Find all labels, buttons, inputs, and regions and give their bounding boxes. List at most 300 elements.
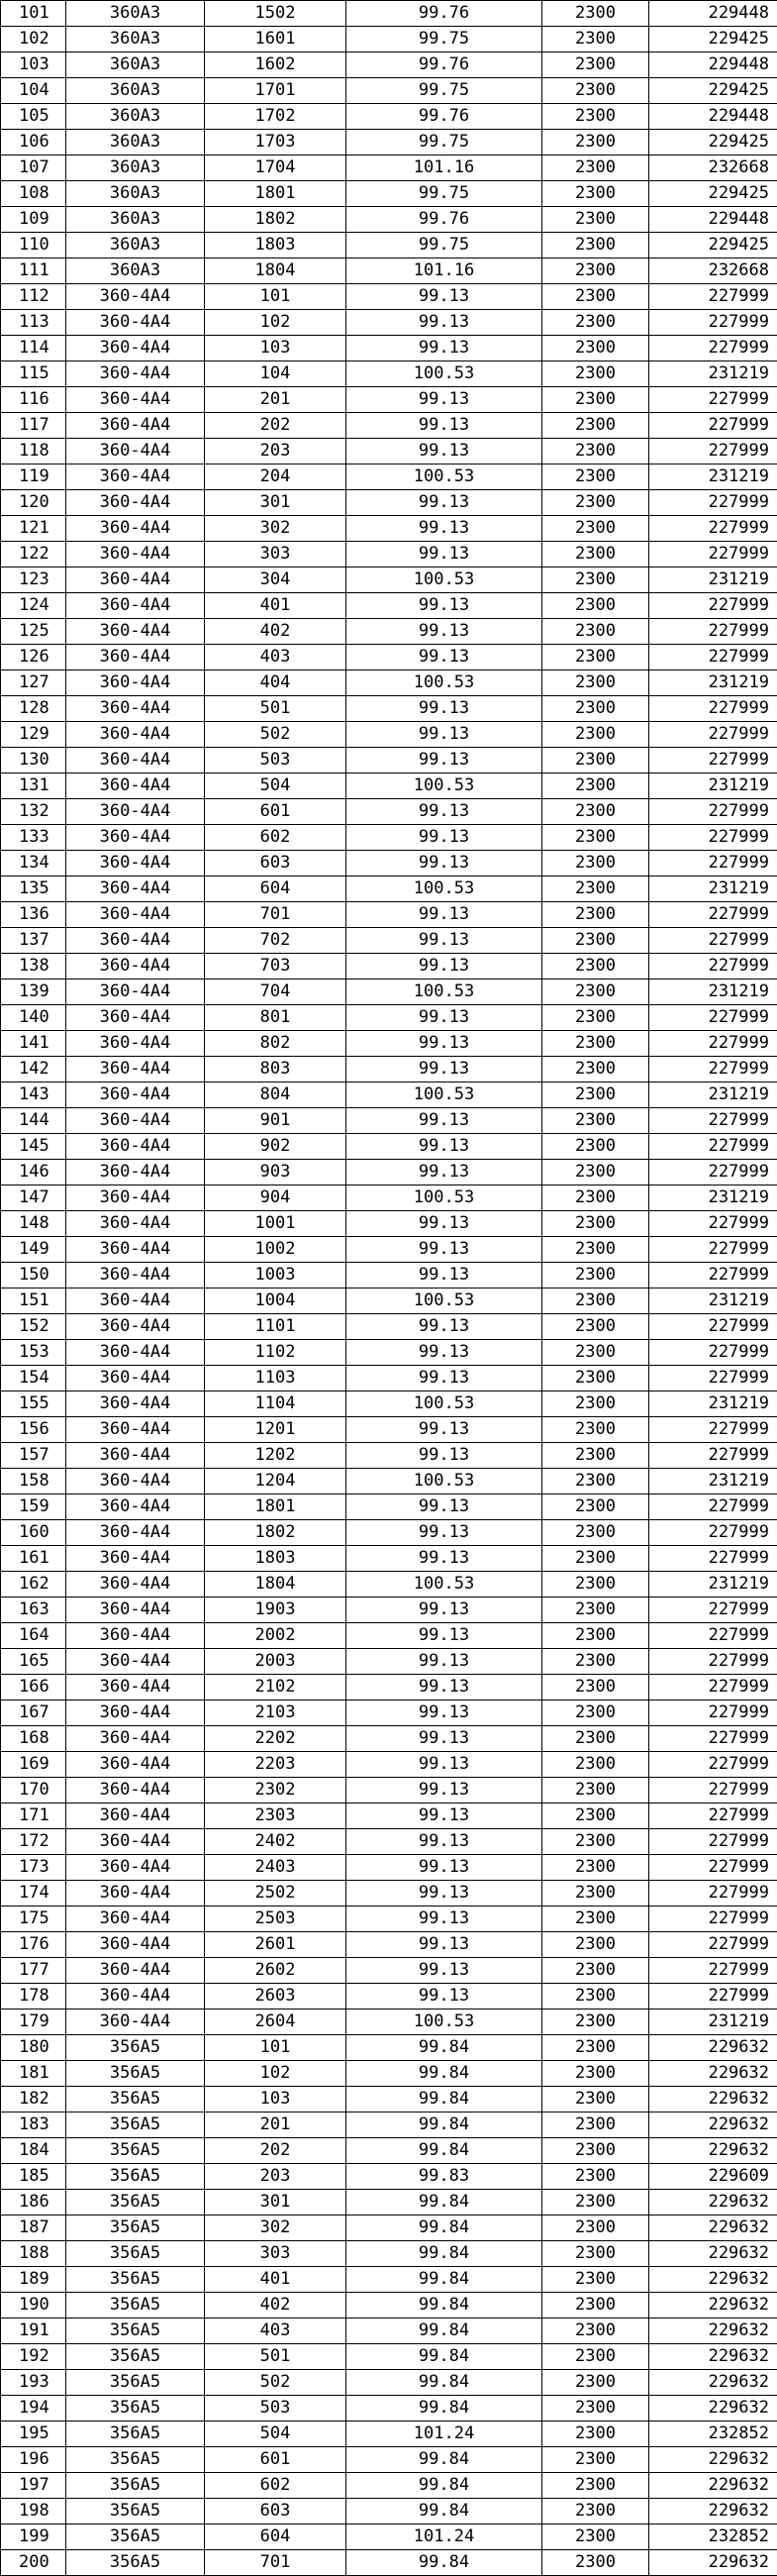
area-cell: 99.13 <box>346 1855 542 1881</box>
row-number-cell: 118 <box>1 439 66 464</box>
total-cell: 229425 <box>649 181 777 207</box>
table-row <box>1 284 777 310</box>
unit-cell: 2302 <box>205 1778 346 1803</box>
price-cell: 2300 <box>542 619 649 645</box>
price-cell: 2300 <box>542 1906 649 1932</box>
table-row <box>1 902 777 928</box>
total-cell: 229425 <box>649 233 777 258</box>
unit-cell: 702 <box>205 928 346 954</box>
row-number-cell: 159 <box>1 1494 66 1520</box>
unit-cell: 1802 <box>205 1520 346 1546</box>
table-row <box>1 258 777 284</box>
unit-cell: 403 <box>205 2318 346 2344</box>
building-cell: 360-4A4 <box>66 1572 205 1597</box>
table-row <box>1 593 777 619</box>
table-row <box>1 2447 777 2473</box>
row-number-cell: 120 <box>1 490 66 516</box>
building-cell: 360-4A4 <box>66 1778 205 1803</box>
table-row <box>1 2009 777 2035</box>
building-cell: 356A5 <box>66 2473 205 2499</box>
unit-cell: 2503 <box>205 1906 346 1932</box>
area-cell: 99.75 <box>346 181 542 207</box>
table-row <box>1 1185 777 1211</box>
price-cell: 2300 <box>542 1494 649 1520</box>
unit-cell: 701 <box>205 2550 346 2576</box>
price-cell: 2300 <box>542 2035 649 2061</box>
unit-cell: 1801 <box>205 181 346 207</box>
unit-cell: 603 <box>205 851 346 876</box>
price-cell: 2300 <box>542 155 649 181</box>
row-number-cell: 117 <box>1 413 66 439</box>
row-number-cell: 125 <box>1 619 66 645</box>
building-cell: 360-4A4 <box>66 1366 205 1391</box>
unit-cell: 1102 <box>205 1340 346 1366</box>
row-number-cell: 115 <box>1 361 66 387</box>
row-number-cell: 176 <box>1 1932 66 1958</box>
unit-cell: 903 <box>205 1160 346 1185</box>
row-number-cell: 103 <box>1 52 66 78</box>
unit-cell: 303 <box>205 2241 346 2267</box>
table-row <box>1 2499 777 2524</box>
total-cell: 227999 <box>649 1623 777 1649</box>
building-cell: 356A5 <box>66 2061 205 2087</box>
area-cell: 99.84 <box>346 2112 542 2138</box>
row-number-cell: 193 <box>1 2370 66 2396</box>
table-row <box>1 1443 777 1469</box>
table-row <box>1 1881 777 1906</box>
price-cell: 2300 <box>542 130 649 155</box>
table-row <box>1 1855 777 1881</box>
row-number-cell: 192 <box>1 2344 66 2370</box>
table-row <box>1 336 777 361</box>
price-cell: 2300 <box>542 1366 649 1391</box>
area-cell: 99.13 <box>346 1597 542 1623</box>
table-row <box>1 979 777 1005</box>
price-cell: 2300 <box>542 2190 649 2215</box>
area-cell: 99.76 <box>346 1 542 27</box>
total-cell: 232668 <box>649 155 777 181</box>
building-cell: 360-4A4 <box>66 902 205 928</box>
table-row <box>1 1803 777 1829</box>
building-cell: 360-4A4 <box>66 464 205 490</box>
row-number-cell: 107 <box>1 155 66 181</box>
row-number-cell: 170 <box>1 1778 66 1803</box>
table-row <box>1 1005 777 1031</box>
total-cell: 227999 <box>649 1005 777 1031</box>
building-cell: 360-4A4 <box>66 1958 205 1984</box>
unit-cell: 402 <box>205 2293 346 2318</box>
total-cell: 227999 <box>649 413 777 439</box>
building-cell: 356A5 <box>66 2524 205 2550</box>
building-cell: 356A5 <box>66 2396 205 2421</box>
unit-cell: 2303 <box>205 1803 346 1829</box>
total-cell: 232852 <box>649 2524 777 2550</box>
price-cell: 2300 <box>542 593 649 619</box>
row-number-cell: 127 <box>1 670 66 696</box>
area-cell: 99.13 <box>346 1803 542 1829</box>
total-cell: 231219 <box>649 876 777 902</box>
area-cell: 100.53 <box>346 464 542 490</box>
total-cell: 227999 <box>649 696 777 722</box>
unit-cell: 802 <box>205 1031 346 1057</box>
building-cell: 360A3 <box>66 155 205 181</box>
building-cell: 360A3 <box>66 52 205 78</box>
total-cell: 227999 <box>649 1906 777 1932</box>
row-number-cell: 158 <box>1 1469 66 1494</box>
table-row <box>1 1932 777 1958</box>
price-cell: 2300 <box>542 1417 649 1443</box>
price-cell: 2300 <box>542 1803 649 1829</box>
row-number-cell: 154 <box>1 1366 66 1391</box>
row-number-cell: 149 <box>1 1237 66 1263</box>
price-cell: 2300 <box>542 1855 649 1881</box>
row-number-cell: 198 <box>1 2499 66 2524</box>
unit-cell: 803 <box>205 1057 346 1082</box>
table-row <box>1 2241 777 2267</box>
unit-cell: 203 <box>205 2164 346 2190</box>
building-cell: 360-4A4 <box>66 1546 205 1572</box>
total-cell: 229448 <box>649 104 777 130</box>
table-row <box>1 490 777 516</box>
table-row <box>1 181 777 207</box>
area-cell: 99.84 <box>346 2318 542 2344</box>
area-cell: 100.53 <box>346 876 542 902</box>
table-row <box>1 1675 777 1700</box>
area-cell: 99.84 <box>346 2267 542 2293</box>
row-number-cell: 175 <box>1 1906 66 1932</box>
building-cell: 360-4A4 <box>66 1855 205 1881</box>
price-cell: 2300 <box>542 2473 649 2499</box>
price-cell: 2300 <box>542 1546 649 1572</box>
row-number-cell: 126 <box>1 645 66 670</box>
area-cell: 99.13 <box>346 1340 542 1366</box>
row-number-cell: 131 <box>1 773 66 799</box>
price-cell: 2300 <box>542 516 649 542</box>
row-number-cell: 195 <box>1 2421 66 2447</box>
building-cell: 360-4A4 <box>66 773 205 799</box>
price-cell: 2300 <box>542 361 649 387</box>
row-number-cell: 199 <box>1 2524 66 2550</box>
row-number-cell: 152 <box>1 1314 66 1340</box>
row-number-cell: 163 <box>1 1597 66 1623</box>
row-number-cell: 168 <box>1 1726 66 1752</box>
building-cell: 360-4A4 <box>66 1649 205 1675</box>
building-cell: 360-4A4 <box>66 413 205 439</box>
price-cell: 2300 <box>542 1 649 27</box>
total-cell: 227999 <box>649 1752 777 1778</box>
building-cell: 360-4A4 <box>66 1288 205 1314</box>
table-row <box>1 27 777 52</box>
row-number-cell: 181 <box>1 2061 66 2087</box>
table-row <box>1 2035 777 2061</box>
area-cell: 99.13 <box>346 490 542 516</box>
area-cell: 99.13 <box>346 928 542 954</box>
table-row <box>1 2421 777 2447</box>
building-cell: 360A3 <box>66 233 205 258</box>
row-number-cell: 116 <box>1 387 66 413</box>
building-cell: 360A3 <box>66 1 205 27</box>
area-cell: 100.53 <box>346 1082 542 1108</box>
unit-cell: 101 <box>205 284 346 310</box>
building-cell: 360-4A4 <box>66 1340 205 1366</box>
unit-cell: 504 <box>205 2421 346 2447</box>
area-cell: 101.16 <box>346 258 542 284</box>
row-number-cell: 179 <box>1 2009 66 2035</box>
table-row <box>1 2061 777 2087</box>
table-row <box>1 439 777 464</box>
row-number-cell: 132 <box>1 799 66 825</box>
area-cell: 99.13 <box>346 902 542 928</box>
unit-cell: 2102 <box>205 1675 346 1700</box>
table-row <box>1 799 777 825</box>
row-number-cell: 194 <box>1 2396 66 2421</box>
row-number-cell: 148 <box>1 1211 66 1237</box>
area-cell: 100.53 <box>346 1572 542 1597</box>
price-cell: 2300 <box>542 542 649 567</box>
price-cell: 2300 <box>542 2112 649 2138</box>
row-number-cell: 124 <box>1 593 66 619</box>
table-row <box>1 928 777 954</box>
total-cell: 229632 <box>649 2344 777 2370</box>
building-cell: 356A5 <box>66 2421 205 2447</box>
total-cell: 231219 <box>649 1185 777 1211</box>
price-cell: 2300 <box>542 1958 649 1984</box>
total-cell: 227999 <box>649 928 777 954</box>
price-cell: 2300 <box>542 1881 649 1906</box>
price-cell: 2300 <box>542 2344 649 2370</box>
total-cell: 231219 <box>649 567 777 593</box>
table-row <box>1 78 777 104</box>
price-cell: 2300 <box>542 1443 649 1469</box>
row-number-cell: 144 <box>1 1108 66 1134</box>
table-row <box>1 1288 777 1314</box>
area-cell: 99.13 <box>346 1031 542 1057</box>
price-cell: 2300 <box>542 258 649 284</box>
building-cell: 360-4A4 <box>66 1108 205 1134</box>
total-cell: 227999 <box>649 1984 777 2009</box>
total-cell: 231219 <box>649 464 777 490</box>
unit-cell: 401 <box>205 2267 346 2293</box>
total-cell: 227999 <box>649 799 777 825</box>
total-cell: 229609 <box>649 2164 777 2190</box>
price-cell: 2300 <box>542 1572 649 1597</box>
table-row <box>1 104 777 130</box>
area-cell: 99.84 <box>346 2138 542 2164</box>
table-row <box>1 2318 777 2344</box>
table-row <box>1 1778 777 1803</box>
area-cell: 99.75 <box>346 233 542 258</box>
building-cell: 360-4A4 <box>66 490 205 516</box>
building-cell: 360-4A4 <box>66 825 205 851</box>
building-cell: 360-4A4 <box>66 1520 205 1546</box>
area-cell: 100.53 <box>346 979 542 1005</box>
total-cell: 227999 <box>649 1443 777 1469</box>
building-cell: 356A5 <box>66 2499 205 2524</box>
price-cell: 2300 <box>542 1108 649 1134</box>
unit-cell: 1704 <box>205 155 346 181</box>
area-cell: 100.53 <box>346 1185 542 1211</box>
total-cell: 229632 <box>649 2267 777 2293</box>
unit-cell: 501 <box>205 696 346 722</box>
unit-cell: 503 <box>205 748 346 773</box>
total-cell: 227999 <box>649 387 777 413</box>
price-cell: 2300 <box>542 1005 649 1031</box>
building-cell: 360-4A4 <box>66 1829 205 1855</box>
price-cell: 2300 <box>542 851 649 876</box>
building-cell: 360-4A4 <box>66 361 205 387</box>
total-cell: 227999 <box>649 1211 777 1237</box>
area-cell: 99.84 <box>346 2061 542 2087</box>
total-cell: 227999 <box>649 310 777 336</box>
building-cell: 360-4A4 <box>66 1185 205 1211</box>
price-cell: 2300 <box>542 490 649 516</box>
area-cell: 99.76 <box>346 52 542 78</box>
unit-cell: 604 <box>205 2524 346 2550</box>
table-row <box>1 1958 777 1984</box>
total-cell: 229632 <box>649 2087 777 2112</box>
price-cell: 2300 <box>542 2241 649 2267</box>
total-cell: 227999 <box>649 954 777 979</box>
area-cell: 99.13 <box>346 1984 542 2009</box>
area-cell: 99.84 <box>346 2370 542 2396</box>
price-cell: 2300 <box>542 1752 649 1778</box>
building-cell: 360-4A4 <box>66 284 205 310</box>
price-cell: 2300 <box>542 2421 649 2447</box>
price-cell: 2300 <box>542 2550 649 2576</box>
area-cell: 99.13 <box>346 284 542 310</box>
total-cell: 229632 <box>649 2499 777 2524</box>
building-cell: 360A3 <box>66 207 205 233</box>
area-cell: 99.76 <box>346 104 542 130</box>
unit-cell: 2602 <box>205 1958 346 1984</box>
total-cell: 227999 <box>649 1958 777 1984</box>
area-cell: 99.13 <box>346 825 542 851</box>
price-cell: 2300 <box>542 284 649 310</box>
area-cell: 99.75 <box>346 78 542 104</box>
area-cell: 99.84 <box>346 2550 542 2576</box>
table-row <box>1 233 777 258</box>
table-row <box>1 1546 777 1572</box>
row-number-cell: 177 <box>1 1958 66 1984</box>
building-cell: 360-4A4 <box>66 1314 205 1340</box>
area-cell: 99.13 <box>346 542 542 567</box>
building-cell: 356A5 <box>66 2112 205 2138</box>
building-cell: 360-4A4 <box>66 670 205 696</box>
area-cell: 99.84 <box>346 2499 542 2524</box>
total-cell: 231219 <box>649 1391 777 1417</box>
total-cell: 227999 <box>649 593 777 619</box>
row-number-cell: 119 <box>1 464 66 490</box>
building-cell: 360A3 <box>66 27 205 52</box>
row-number-cell: 150 <box>1 1263 66 1288</box>
table-row <box>1 1984 777 2009</box>
area-cell: 99.13 <box>346 1932 542 1958</box>
table-row <box>1 2473 777 2499</box>
row-number-cell: 136 <box>1 902 66 928</box>
row-number-cell: 106 <box>1 130 66 155</box>
area-cell: 99.13 <box>346 619 542 645</box>
unit-cell: 1803 <box>205 1546 346 1572</box>
building-cell: 360-4A4 <box>66 799 205 825</box>
price-cell: 2300 <box>542 1237 649 1263</box>
table-row <box>1 567 777 593</box>
price-cell: 2300 <box>542 1340 649 1366</box>
unit-cell: 1804 <box>205 1572 346 1597</box>
total-cell: 227999 <box>649 1778 777 1803</box>
building-cell: 360-4A4 <box>66 1082 205 1108</box>
total-cell: 227999 <box>649 1726 777 1752</box>
price-cell: 2300 <box>542 27 649 52</box>
total-cell: 227999 <box>649 439 777 464</box>
total-cell: 227999 <box>649 645 777 670</box>
unit-cell: 603 <box>205 2499 346 2524</box>
building-cell: 360A3 <box>66 78 205 104</box>
table-row <box>1 1237 777 1263</box>
row-number-cell: 139 <box>1 979 66 1005</box>
building-cell: 360-4A4 <box>66 1623 205 1649</box>
total-cell: 231219 <box>649 1288 777 1314</box>
area-cell: 99.84 <box>346 2447 542 2473</box>
table-row <box>1 1314 777 1340</box>
unit-cell: 1903 <box>205 1597 346 1623</box>
total-cell: 229448 <box>649 52 777 78</box>
row-number-cell: 189 <box>1 2267 66 2293</box>
table-row <box>1 1494 777 1520</box>
table-row <box>1 2267 777 2293</box>
total-cell: 229425 <box>649 78 777 104</box>
unit-cell: 502 <box>205 2370 346 2396</box>
unit-cell: 103 <box>205 2087 346 2112</box>
row-number-cell: 180 <box>1 2035 66 2061</box>
unit-cell: 1001 <box>205 1211 346 1237</box>
building-cell: 356A5 <box>66 2293 205 2318</box>
unit-cell: 102 <box>205 2061 346 2087</box>
total-cell: 229448 <box>649 1 777 27</box>
price-cell: 2300 <box>542 954 649 979</box>
row-number-cell: 187 <box>1 2215 66 2241</box>
building-cell: 360-4A4 <box>66 1597 205 1623</box>
total-cell: 227999 <box>649 1700 777 1726</box>
row-number-cell: 156 <box>1 1417 66 1443</box>
table-row <box>1 413 777 439</box>
table-row <box>1 1469 777 1494</box>
unit-cell: 401 <box>205 593 346 619</box>
price-cell: 2300 <box>542 78 649 104</box>
area-cell: 99.13 <box>346 1881 542 1906</box>
building-cell: 360-4A4 <box>66 1211 205 1237</box>
area-cell: 99.13 <box>346 1417 542 1443</box>
table-row <box>1 2164 777 2190</box>
price-cell: 2300 <box>542 181 649 207</box>
price-cell: 2300 <box>542 2524 649 2550</box>
table-row <box>1 464 777 490</box>
area-cell: 99.13 <box>346 748 542 773</box>
price-cell: 2300 <box>542 2061 649 2087</box>
price-cell: 2300 <box>542 1675 649 1700</box>
row-number-cell: 191 <box>1 2318 66 2344</box>
unit-cell: 2604 <box>205 2009 346 2035</box>
table-row <box>1 516 777 542</box>
row-number-cell: 129 <box>1 722 66 748</box>
building-cell: 360A3 <box>66 181 205 207</box>
table-row <box>1 387 777 413</box>
total-cell: 227999 <box>649 1031 777 1057</box>
row-number-cell: 104 <box>1 78 66 104</box>
area-cell: 99.13 <box>346 1546 542 1572</box>
total-cell: 231219 <box>649 2009 777 2035</box>
total-cell: 227999 <box>649 902 777 928</box>
row-number-cell: 135 <box>1 876 66 902</box>
